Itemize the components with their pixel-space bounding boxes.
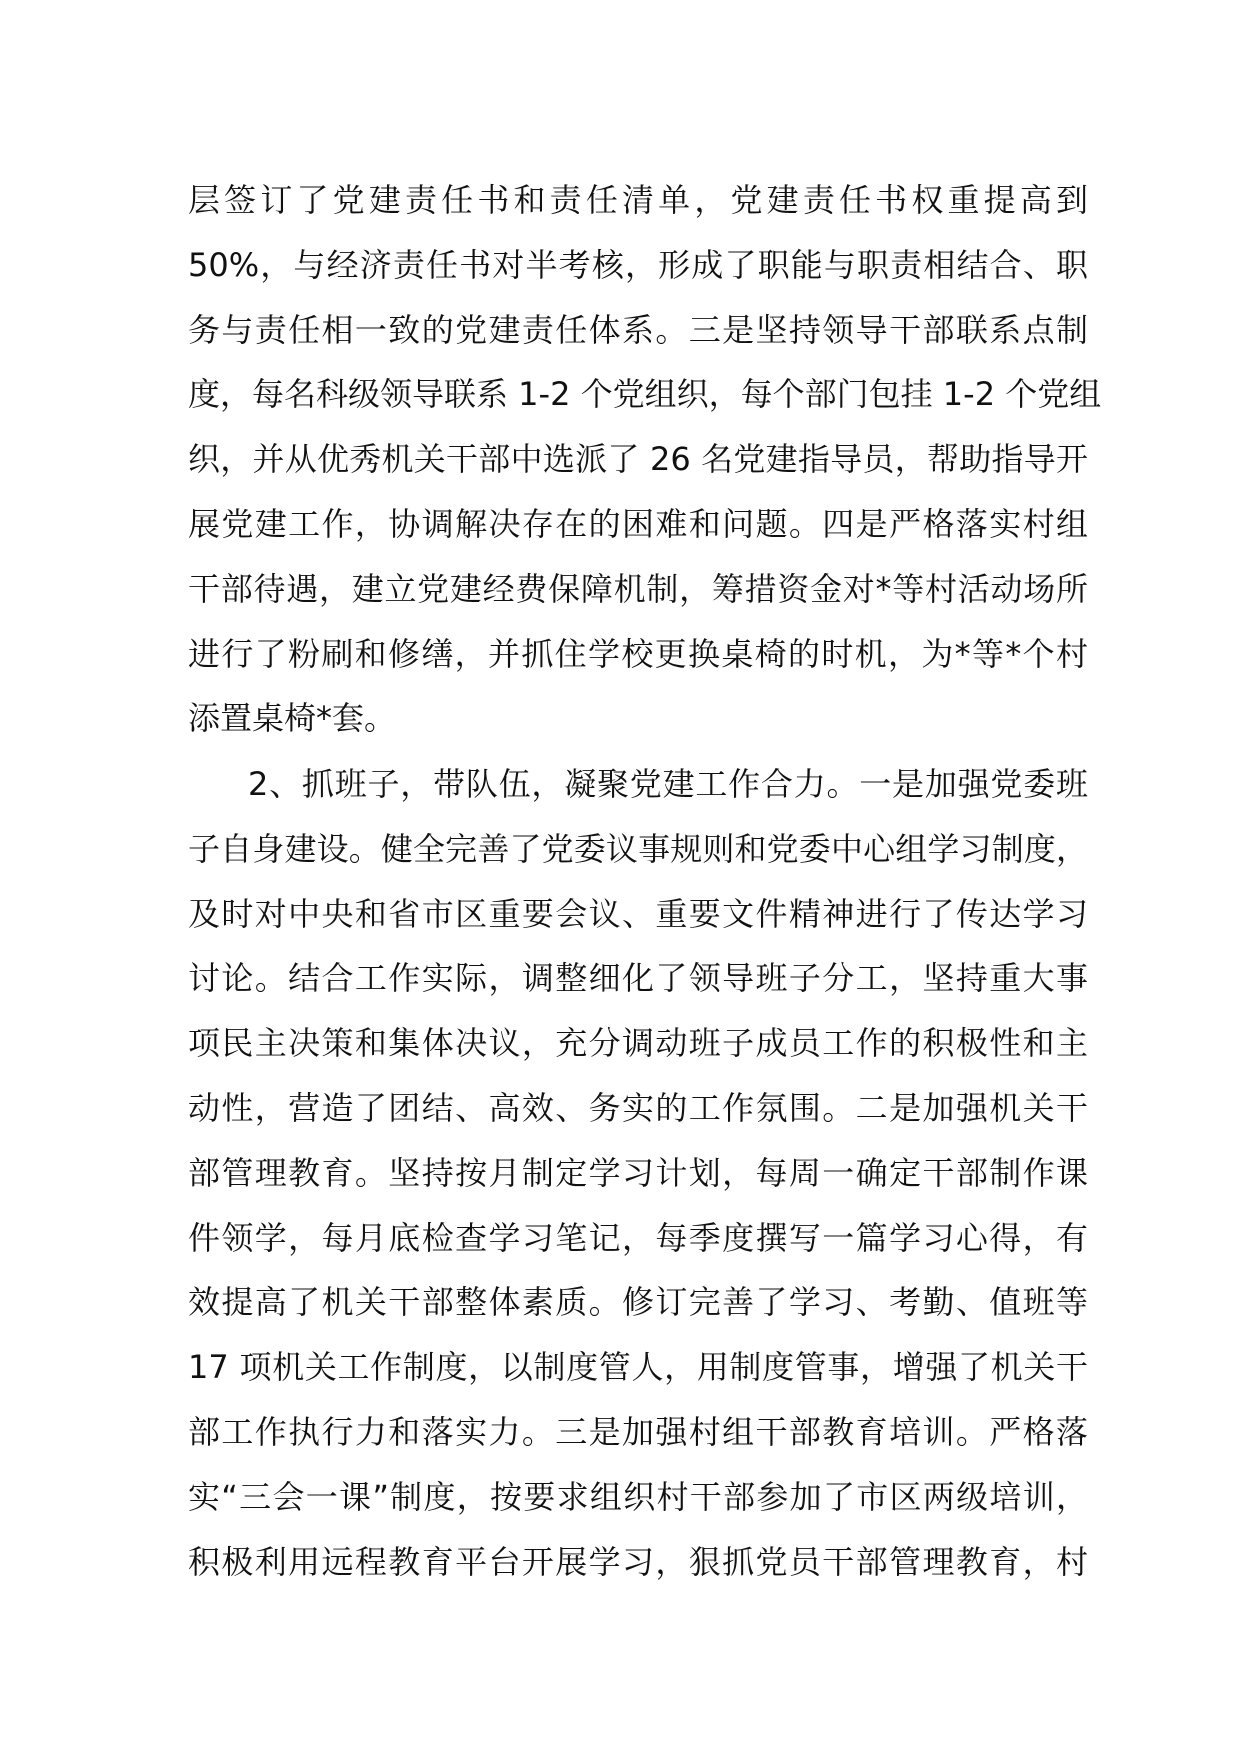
paragraph-line: 部工作执行力和落实力。三是加强村组干部教育培训。严格落	[188, 1412, 1088, 1451]
paragraph-line: 干部待遇，建立党建经费保障机制，筹措资金对*等村活动场所	[188, 569, 1088, 608]
paragraph-line: 层签订了党建责任书和责任清单，党建责任书权重提高到	[188, 181, 1088, 219]
paragraph-line: 讨论。结合工作实际，调整细化了领导班子分工，坚持重大事	[188, 959, 1088, 998]
paragraph-line: 2、抓班子，带队伍，凝聚党建工作合力。一是加强党委班	[248, 765, 1088, 803]
paragraph-line: 效提高了机关干部整体素质。修订完善了学习、考勤、值班等	[188, 1283, 1088, 1322]
paragraph-2	[188, 752, 1088, 1594]
paragraph-line: 展党建工作，协调解决存在的困难和问题。四是严格落实村组	[188, 504, 1088, 543]
paragraph-line: 进行了粉刷和修缮，并抓住学校更换桌椅的时机，为*等*个村	[188, 634, 1088, 673]
paragraph-line: 部管理教育。坚持按月制定学习计划，每周一确定干部制作课	[188, 1153, 1088, 1192]
paragraph-line: 务与责任相一致的党建责任体系。三是坚持领导干部联系点制	[188, 310, 1088, 349]
paragraph-line: 项民主决策和集体决议，充分调动班子成员工作的积极性和主	[188, 1024, 1088, 1063]
paragraph-line: 及时对中央和省市区重要会议、重要文件精神进行了传达学习	[188, 894, 1088, 933]
paragraph-line: 度，每名科级领导联系 1-2 个党组织，每个部门包挂 1-2 个党组	[188, 375, 1102, 414]
paragraph-1	[188, 168, 1102, 751]
paragraph-line: 积极利用远程教育平台开展学习，狠抓党员干部管理教育，村	[188, 1542, 1088, 1581]
paragraph-line: 添置桌椅*套。	[188, 699, 397, 738]
paragraph-line: 50%，与经济责任书对半考核，形成了职能与职责相结合、职	[188, 245, 1088, 284]
paragraph-line: 织，并从优秀机关干部中选派了 26 名党建指导员，帮助指导开	[188, 440, 1088, 479]
paragraph-line: 子自身建设。健全完善了党委议事规则和党委中心组学习制度，	[188, 829, 1088, 868]
paragraph-line: 件领学，每月底检查学习笔记，每季度撰写一篇学习心得，有	[188, 1218, 1088, 1257]
paragraph-line: 动性，营造了团结、高效、务实的工作氛围。二是加强机关干	[188, 1088, 1088, 1127]
paragraph-line: 17 项机关工作制度，以制度管人，用制度管事，增强了机关干	[188, 1348, 1088, 1387]
paragraph-line: 实“三会一课”制度，按要求组织村干部参加了市区两级培训，	[188, 1477, 1088, 1516]
